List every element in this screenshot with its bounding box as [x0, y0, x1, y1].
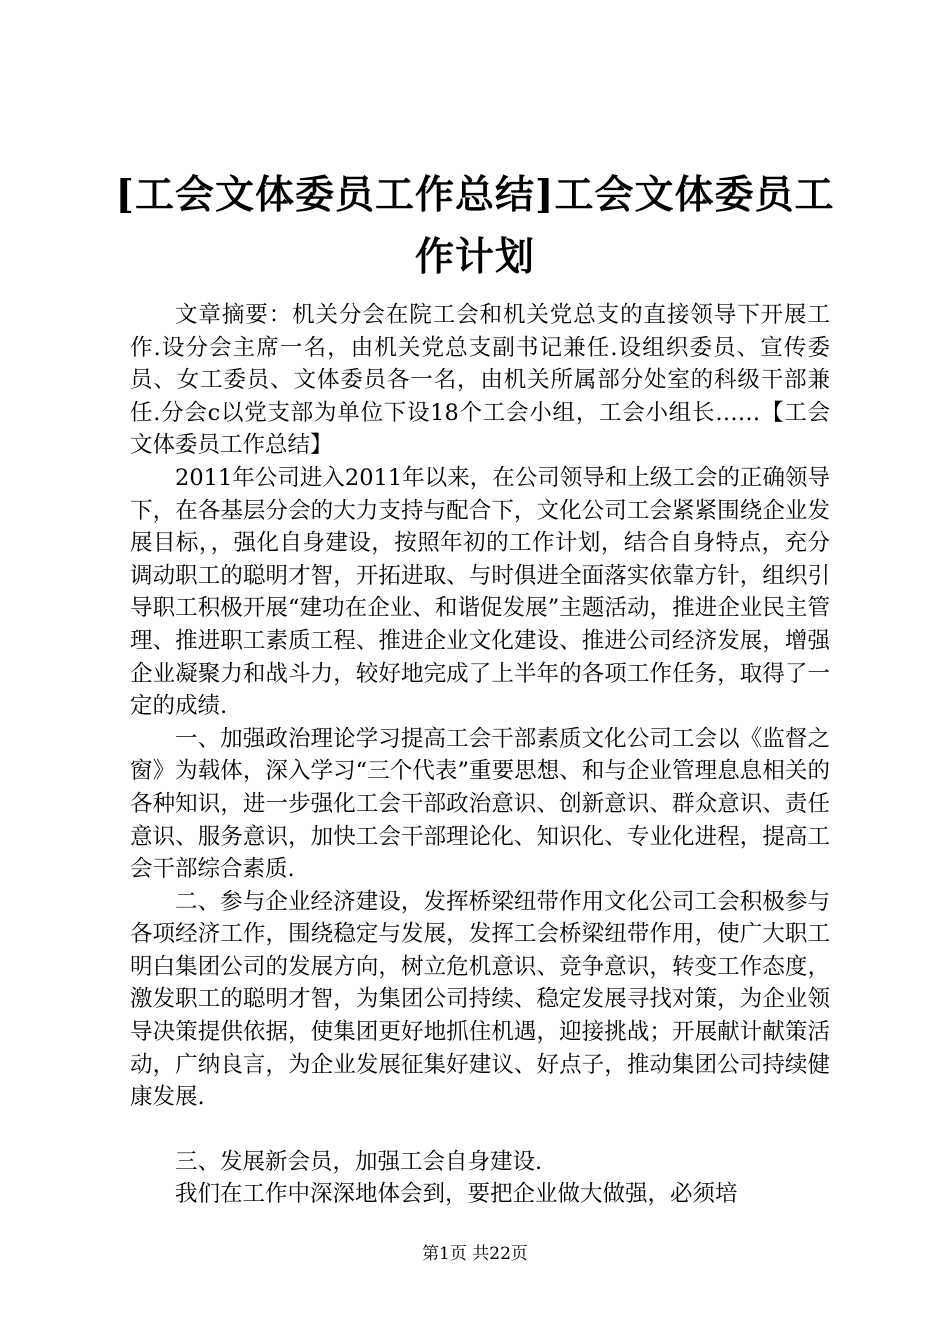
paragraph-intro: 2011年公司进入2011年以来，在公司领导和上级工会的正确领导下，在各基层分会的大力支持与配合下，文化公司工会紧紧围绕企业发展目标，，强化自身建设，按照年初的工作计划，结合自身特点，充分调动职工的聪明才智，开拓进取、与时俱进全面落实依靠方针，组织引导职工积极开展“建功在企业、和谐促发展”主题活动，推进企业民主管理、推进职工素质工程、推进企业文化建设、推进公司经济发展，增强企业凝聚力和战斗力，较好地完成了上半年的各项工作任务，取得了一定的成绩. [130, 464, 830, 720]
page-number-footer: 第1页 共22页 [422, 1244, 528, 1264]
paragraph-section-1: 一、加强政治理论学习提高工会干部素质文化公司工会以《监督之窗》为载体，深入学习“三个代表”重要思想、和与企业管理息息相关的各种知识，进一步强化工会干部政治意识、创新意识、群众意识、责任意识、服务意识，加快工会干部理论化、知识化、专业化进程，提高工会干部综合素质. [130, 725, 830, 883]
paragraph-section-3-heading: 三、发展新会员，加强工会自身建设. [175, 1148, 543, 1175]
document-body [130, 299, 830, 1211]
paragraph-section-3-body: 我们在工作中深深地体会到，要把企业做大做强，必须培 [175, 1181, 738, 1208]
document-title: [工会文体委员工作总结]工会文体委员工作计划 [115, 172, 835, 280]
paragraph-section-2: 二、参与企业经济建设，发挥桥梁纽带作用文化公司工会积极参与各项经济工作，围绕稳定与发展，发挥工会桥梁纽带作用，使广大职工明白集团公司的发展方向，树立危机意识、竞争意识，转变工作态度，激发职工的聪明才智，为集团公司持续、稳定发展寻找对策，为企业领导决策提供依据，使集团更好地抓住机遇，迎接挑战；开展献计献策活动，广纳良言，为企业发展征集好建议、好点子，推动集团公司持续健康发展. [130, 888, 830, 1111]
paragraph-abstract: 文章摘要：机关分会在院工会和机关党总支的直接领导下开展工作.设分会主席一名，由机关党总支副书记兼任.设组织委员、宣传委员、女工委员、文体委员各一名，由机关所属部分处室的科级干部兼任.分会c以党支部为单位下设18个工会小组，工会小组长……【工会文体委员工作总结】 [130, 302, 830, 459]
